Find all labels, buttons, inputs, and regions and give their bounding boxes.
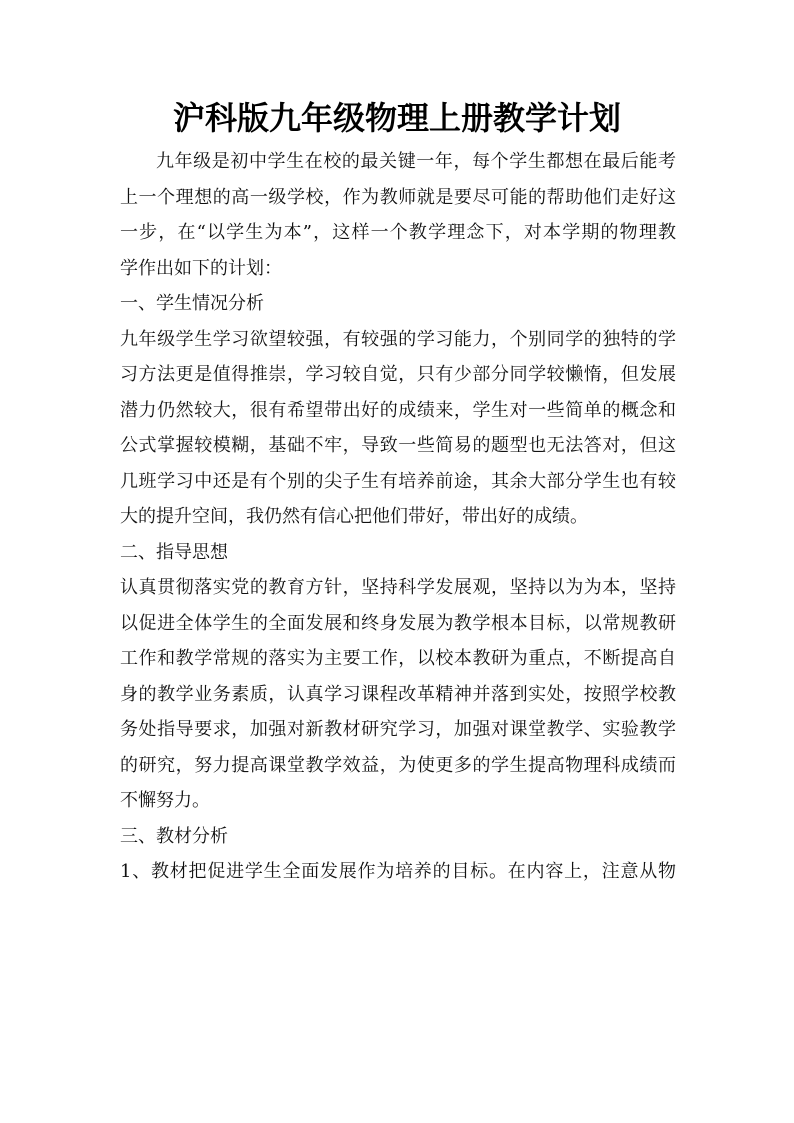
page-title: 沪科版九年级物理上册教学计划 [172,99,621,137]
text-line: 大的提升空间，我仍然有信心把他们带好，带出好的成绩。 [120,506,588,527]
section-heading: 三、教材分析 [120,825,228,847]
section-guiding-ideology [120,535,676,819]
text-line: 认真贯彻落实党的教育方针，坚持科学发展观，坚持以为为本，坚持 [120,577,676,598]
text-line: 务处指导要求，加强对新教材研究学习，加强对课堂教学、实验教学 [120,719,676,740]
text-line: 学作出如下的计划： [120,257,282,279]
text-line: 九年级学生学习欲望较强，有较强的学习能力，个别同学的独特的学 [120,328,676,350]
section-heading: 一、学生情况分析 [120,293,264,314]
text-line: 潜力仍然较大，很有希望带出好的成绩来，学生对一些简单的概念和 [120,399,676,421]
text-line: 工作和教学常规的落实为主要工作，以校本教研为重点，不断提高自 [120,648,676,669]
text-line: 以促进全体学生的全面发展和终身发展为教学根本目标，以常规教研 [120,612,676,634]
section-student-analysis [120,286,676,535]
text-line: 几班学习中还是有个别的尖子生有培养前途，其余大部分学生也有较 [120,470,676,492]
text-line: 一步，在“以学生为本”，这样一个教学理念下，对本学期的物理教 [120,222,676,243]
section-textbook-analysis [120,819,676,890]
intro-paragraph [120,144,676,286]
text-line: 九年级是初中学生在校的最关键一年，每个学生都想在最后能考 [156,151,676,172]
text-line: 的研究，努力提高课堂教学效益，为使更多的学生提高物理科成绩而 [120,754,676,776]
section-heading: 二、指导思想 [120,541,228,563]
text-line: 习方法更是值得推崇，学习较自觉，只有少部分同学较懒惰，但发展 [120,364,676,385]
text-line: 公式掌握较模糊，基础不牢，导致一些简易的题型也无法答对，但这 [120,435,676,456]
text-line: 身的教学业务素质，认真学习课程改革精神并落到实处，按照学校教 [120,683,676,705]
text-line: 不懈努力。 [120,790,210,811]
text-line: 上一个理想的高一级学校，作为教师就是要尽可能的帮助他们走好这 [120,186,676,208]
text-line: 1、教材把促进学生全面发展作为培养的目标。在内容上，注意从物 [120,861,676,882]
document-body [120,144,676,890]
